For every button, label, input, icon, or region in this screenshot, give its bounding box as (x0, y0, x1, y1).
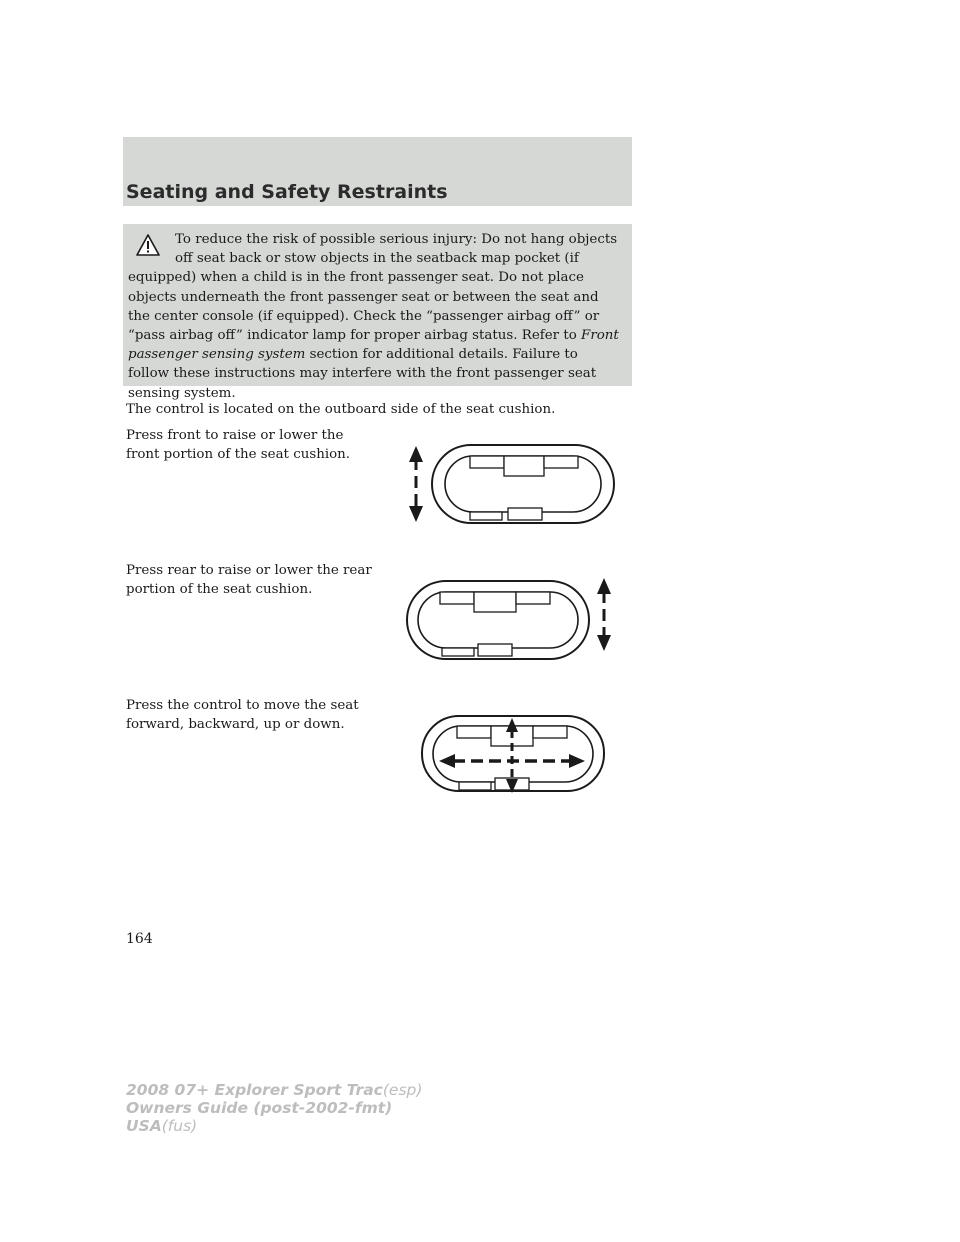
warning-text-segment: “pass airbag off” indicator lamp for proper airbag status. Refer to (128, 328, 582, 344)
footer-model-code: (esp) (382, 1081, 423, 1099)
footer-line (126, 1081, 422, 1099)
footer-line (126, 1117, 422, 1135)
passenger-sensing-reference: passenger sensing system (128, 347, 306, 363)
vertical-arrow-icon (409, 446, 423, 522)
footer-market-code: (fus) (161, 1117, 198, 1135)
four-way-seat-control-diagram (415, 712, 615, 797)
warning-text (128, 230, 619, 403)
seat-control-switch (407, 581, 589, 659)
warning-line: the center console (if equipped). Check the “passenger airbag off” or (128, 308, 600, 324)
front-instruction (126, 426, 350, 464)
footer-guide: Owners Guide (post-2002-fmt) (126, 1099, 393, 1117)
intro-paragraph: The control is located on the outboard side of the seat cushion. (126, 402, 556, 417)
vertical-arrow-icon (597, 578, 611, 651)
warning-line: off seat back or stow objects in the seatback map pocket (if (175, 251, 579, 267)
seat-control-switch (432, 445, 614, 523)
rear-instruction-line: portion of the seat cushion. (126, 582, 313, 598)
front-instruction-line: Press front to raise or lower the (126, 428, 344, 443)
front-cushion-control-diagram (400, 440, 620, 530)
warning-text-segment: section for additional details. Failure to (305, 347, 578, 363)
rear-cushion-control-diagram (400, 575, 620, 665)
footer-market: USA (126, 1117, 162, 1135)
warning-line: To reduce the risk of possible serious injury: Do not hang objects (175, 232, 618, 247)
warning-line (128, 326, 619, 345)
warning-line (128, 345, 619, 364)
section-title: Seating and Safety Restraints (126, 181, 448, 203)
footer-line (126, 1099, 422, 1117)
page-number: 164 (126, 931, 153, 947)
warning-line: sensing system. (128, 385, 236, 401)
move-instruction (126, 696, 359, 734)
front-reference: Front (581, 328, 619, 344)
warning-line: objects underneath the front passenger seat or between the seat and (128, 289, 599, 305)
warning-line: follow these instructions may interfere with the front passenger seat (128, 366, 597, 382)
move-instruction-line: Press the control to move the seat (126, 698, 359, 713)
rear-instruction-line: Press rear to raise or lower the rear (126, 563, 372, 578)
footer-model: 2008 07+ Explorer Sport Trac (126, 1081, 383, 1099)
rear-instruction (126, 561, 372, 599)
front-instruction-line: front portion of the seat cushion. (126, 447, 351, 463)
warning-line: equipped) when a child is in the front passenger seat. Do not place (128, 270, 584, 286)
document-footer (126, 1081, 422, 1135)
move-instruction-line: forward, backward, up or down. (126, 717, 345, 733)
